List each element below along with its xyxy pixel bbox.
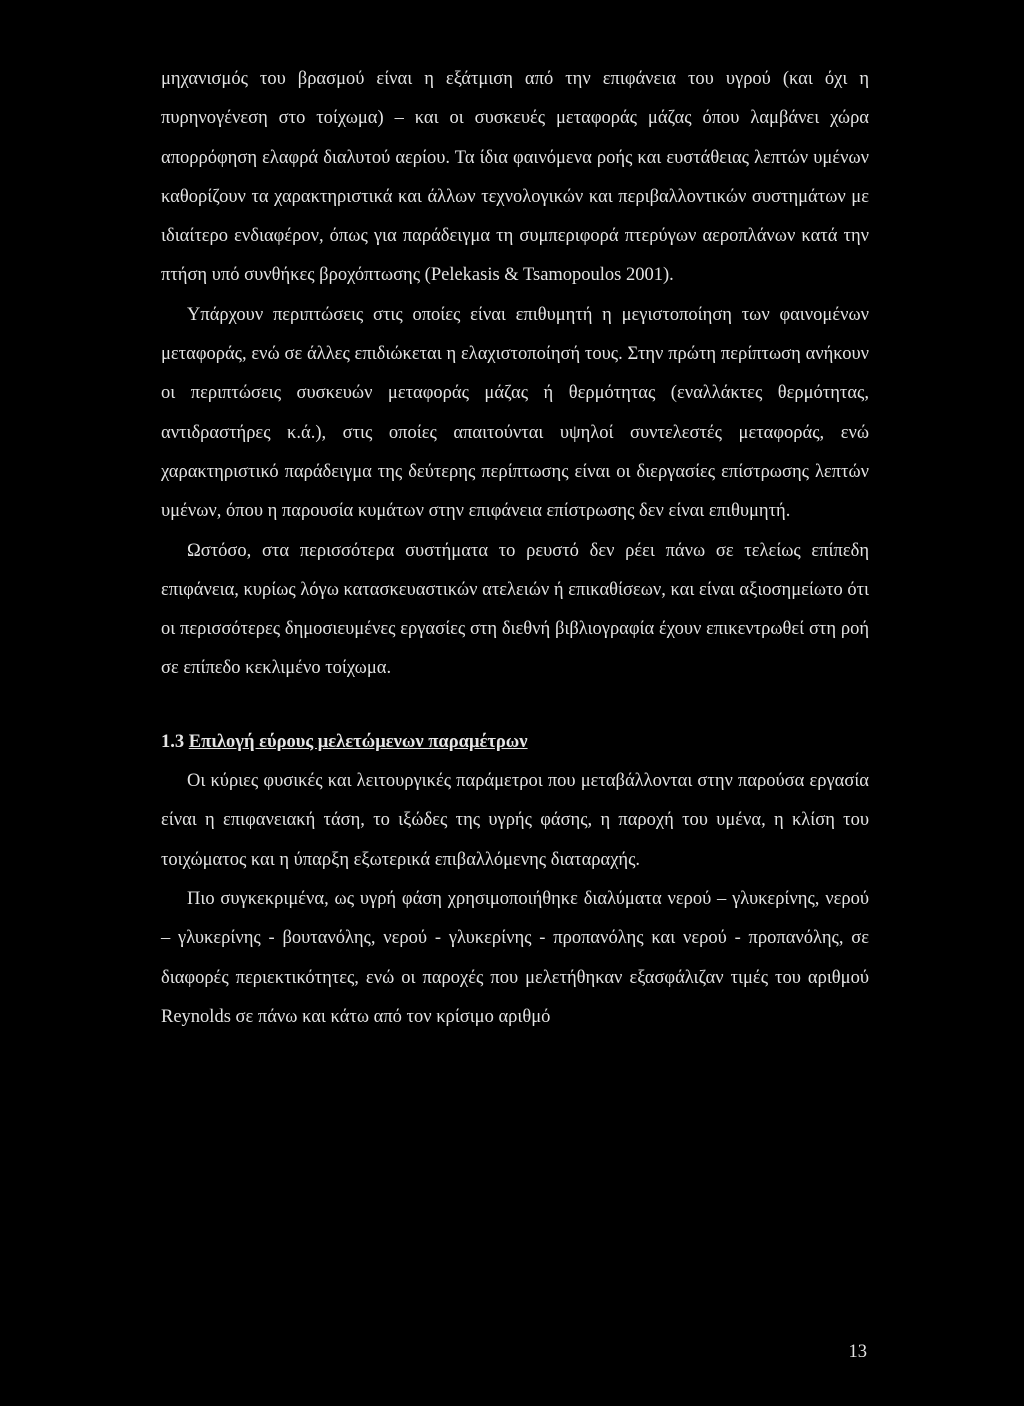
- paragraph-1: μηχανισμός του βρασμού είναι η εξάτμιση από την επιφάνεια του υγρού (και όχι η πυρηνογένεση στο τοίχωμα) – και οι συσκευές μεταφοράς μάζας όπου λαμβάνει χώρα απορρόφηση ελαφρά διαλυτού αερίου. Τα ίδια φαινόμενα ροής και ευστάθειας λεπτών υμένων καθορίζουν τα χαρακτηριστικά και άλλων τεχνολογικών και περιβαλλοντικών συστημάτων με ιδιαίτερο ενδιαφέρον, όπως για παράδειγμα τη συμπεριφορά πτερύγων αεροπλάνων κατά την πτήση υπό συνθήκες βροχόπτωσης (Pelekasis & Tsamopoulos 2001).: [161, 69, 869, 286]
- document-page: [161, 60, 869, 1037]
- section-number: 1.3: [161, 731, 185, 752]
- paragraph-2: Υπάρχουν περιπτώσεις στις οποίες είναι επιθυμητή η μεγιστοποίηση των φαινομένων μεταφοράς, ενώ σε άλλες επιδιώκεται η ελαχιστοποίησή τους. Στην πρώτη περίπτωση ανήκουν οι περιπτώσεις συσκευών μεταφοράς μάζας ή θερμότητας (εναλλάκτες θερμότητας, αντιδραστήρες κ.ά.), στις οποίες απαιτούνται υψηλοί συντελεστές μεταφοράς, ενώ χαρακτηριστικό παράδειγμα της δεύτερης περίπτωσης είναι οι διεργασίες επίστρωσης λεπτών υμένων, όπου η παρουσία κυμάτων στην επιφάνεια επίστρωσης δεν είναι επιθυμητή.: [161, 304, 869, 522]
- section-heading: [161, 723, 869, 762]
- section-title: Επιλογή εύρους μελετώμενων παραμέτρων: [188, 731, 528, 752]
- section-paragraph-2: Πιο συγκεκριμένα, ως υγρή φάση χρησιμοποιήθηκε διαλύματα νερού – γλυκερίνης, νερού – γλυκερίνης - βουτανόλης, νερού - γλυκερίνης - προπανόλης και νερού - προπανόλης, σε διαφορές περιεκτικότητες, ενώ οι παροχές που μελετήθηκαν εξασφάλιζαν τιμές του αριθμού Reynolds σε πάνω και κάτω από τον κρίσιμο αριθμό: [161, 888, 869, 1027]
- paragraph-3: Ωστόσο, στα περισσότερα συστήματα το ρευστό δεν ρέει πάνω σε τελείως επίπεδη επιφάνεια, κυρίως λόγω κατασκευαστικών ατελειών ή επικαθίσεων, και είναι αξιοσημείωτο ότι οι περισσότερες δημοσιευμένες εργασίες στη διεθνή βιβλιογραφία έχουν επικεντρωθεί στη ροή σε επίπεδο κεκλιμένο τοίχωμα.: [161, 540, 870, 679]
- section-paragraph-1: Οι κύριες φυσικές και λειτουργικές παράμετροι που μεταβάλλονται στην παρούσα εργασία είναι η επιφανειακή τάση, το ιξώδες της υγρής φάσης, η παροχή του υμένα, η κλίση του τοιχώματος και η ύπαρξη εξωτερικά επιβαλλόμενης διαταραχής.: [161, 771, 869, 870]
- page-number: 13: [848, 1342, 867, 1362]
